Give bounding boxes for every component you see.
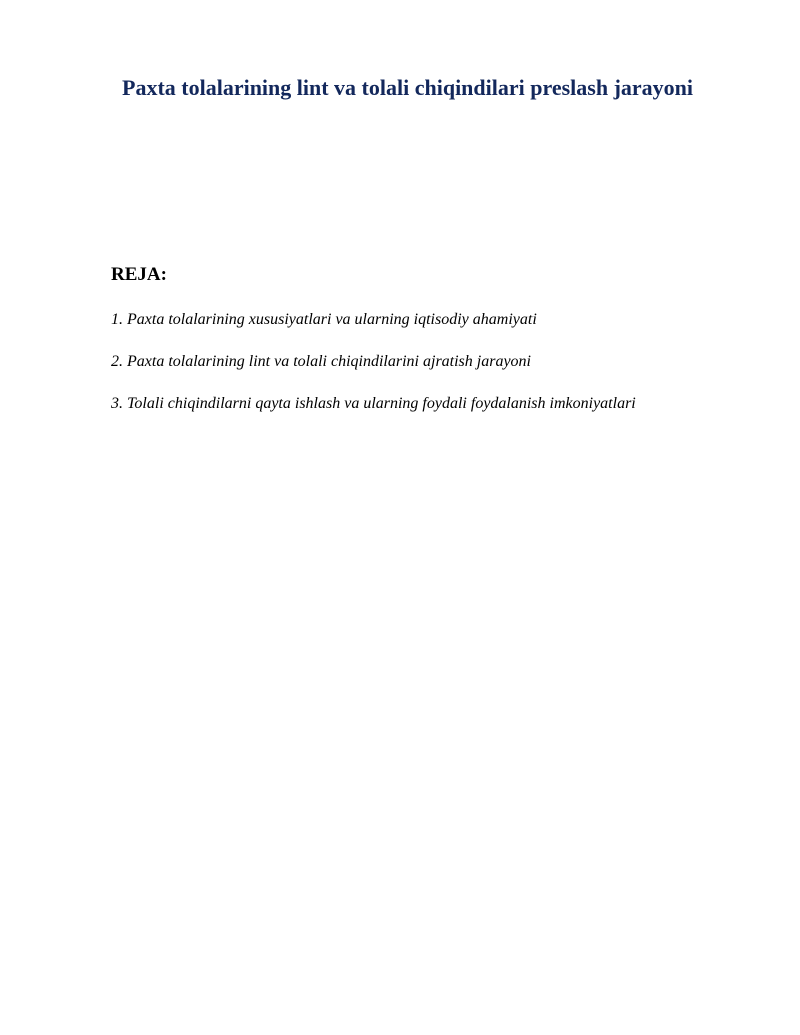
plan-item-1: 1. Paxta tolalarining xususiyatlari va ularning iqtisodiy ahamiyati bbox=[111, 311, 537, 328]
plan-item-2: 2. Paxta tolalarining lint va tolali chiqindilarini ajratish jarayoni bbox=[111, 353, 531, 370]
plan-item-3: 3. Tolali chiqindilarni qayta ishlash va ularning foydali foydalanish imkoniyatlari bbox=[111, 395, 636, 412]
plan-heading: REJA: bbox=[111, 264, 167, 285]
plan-list bbox=[111, 308, 771, 434]
document-title: Paxta tolalarining lint va tolali chiqindilari preslash jarayoni bbox=[122, 75, 694, 100]
